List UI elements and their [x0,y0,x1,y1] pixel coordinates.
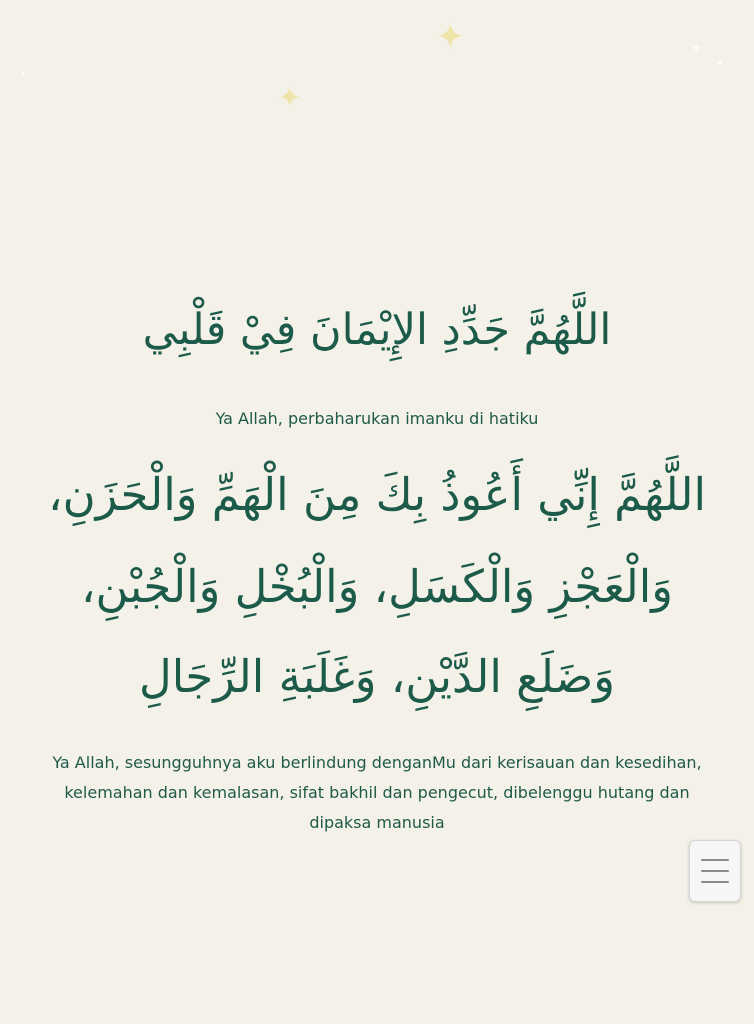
doa-1-arabic: اللَّهُمَّ جَدِّدِ الإِيْمَانَ فِيْ قَلْبِي [142,305,612,355]
doa-2-translation: Ya Allah, sesungguhnya aku berlindung denganMu dari kerisauan dan kesedihan, kelemahan dan kemalasan, sifat bakhil dan pengecut, dibelenggu hutang dan dipaksa manusia [52,753,702,832]
sparkle-icon: ✦ [20,69,27,78]
hamburger-menu-icon [701,881,729,883]
sparkle-icon: ✦ [436,17,465,57]
sparkle-icon: ✦ [278,81,302,114]
doa-2-arabic-line-2: وَالْعَجْزِ وَالْكَسَلِ، وَالْبُخْلِ وَالْجُبْنِ، [81,560,673,613]
hamburger-menu-icon [701,870,729,872]
hamburger-menu-icon [701,859,729,861]
doa-2-arabic-line-1: اللَّهُمَّ إِنِّي أَعُوذُ بِكَ مِنَ الْهَمِّ وَالْحَزَنِ، [48,468,706,521]
doa-2-arabic-line-3: وَضَلَعِ الدَّيْنِ، وَغَلَبَةِ الرِّجَالِ [139,650,615,703]
doa-1-translation: Ya Allah, perbaharukan imanku di hatiku [215,409,539,428]
sparkle-icon: ✦ [691,41,703,57]
sparkle-icon: ✦ [716,59,725,70]
menu-button[interactable] [689,840,741,902]
